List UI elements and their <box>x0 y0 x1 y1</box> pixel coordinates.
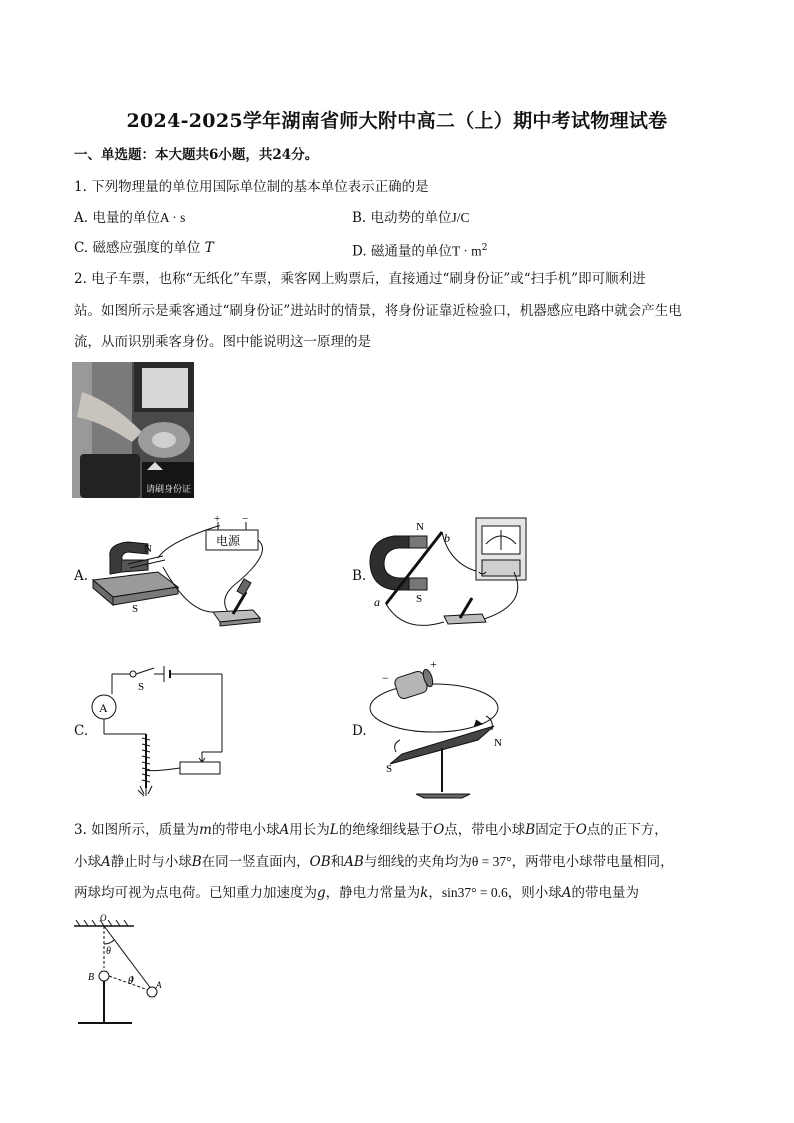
q2-figure-d <box>366 656 516 816</box>
q2-figure-a <box>88 512 278 640</box>
fig-a-power-label: 电源 <box>216 534 241 548</box>
q2-line-3: 流，从而识别乘客身份。图中能说明这一原理的是 <box>74 334 371 350</box>
fig-d-minus: − <box>382 671 389 685</box>
q2-photo <box>72 362 194 498</box>
q2-option-a-letter: A. <box>74 568 89 584</box>
fig-d-n-label: N <box>494 737 502 749</box>
q3-line-3: 两球均可视为点电荷。已知重力加速度为g，静电力常量为k，sin37° = 0.6，则小球A的带电量为 <box>74 885 639 901</box>
q2-option-b-letter: B. <box>352 568 367 584</box>
q1-option-c: C. 磁感应强度的单位 T <box>74 240 214 256</box>
fig-d-s-label: S <box>386 763 393 775</box>
q1-option-d: D. 磁通量的单位$T \cdot m^2$ <box>352 243 488 260</box>
fig-d-plus: + <box>430 657 437 671</box>
fig-b-s-label: S <box>416 593 423 605</box>
fig-b-n-label: N <box>416 521 424 533</box>
q3-line-2: 小球A静止时与小球B在同一竖直面内，OB和AB与细线的夹角均为θ = 37°，两带电小球带电量相同， <box>74 854 674 870</box>
q2-line-2: 站。如图所示是乘客通过“刷身份证”进站时的情景，将身份证靠近检验口，机器感应电路中就会产生电 <box>74 303 682 319</box>
fig-c-switch-label: S <box>138 681 145 693</box>
q2-line-1: 2. 电子车票，也称“无纸化”车票，乘客网上购票后，直接通过“刷身份证”或“扫手机”即可顺利进 <box>74 271 646 287</box>
q2-option-c-letter: C. <box>74 723 89 739</box>
section-heading: 一、单选题：本大题共6小题，共24分。 <box>74 147 319 163</box>
q1-stem: 1. 下列物理量的单位用国际单位制的基本单位表示正确的是 <box>74 179 429 195</box>
fig-a-s-label: S <box>132 603 139 615</box>
q2-figure-b <box>364 514 532 638</box>
q3-fig-a: A <box>156 980 162 990</box>
fig-b-b-label: b <box>444 531 450 545</box>
fig-c-ammeter-label: A <box>99 701 108 715</box>
fig-a-plus: + <box>214 513 221 525</box>
q3-fig-b: B <box>88 972 95 983</box>
fig-b-a-label: a <box>374 595 380 609</box>
q1-option-a: A. 电量的单位A · s <box>74 210 186 226</box>
q3-line-1: 3. 如图所示，质量为m的带电小球A用长为L的绝缘细线悬于O点，带电小球B固定于O点的正下方， <box>74 822 668 838</box>
q2-figure-c <box>86 664 236 800</box>
q3-figure <box>70 910 170 1030</box>
fig-a-minus: − <box>242 513 249 525</box>
q2-option-d-letter: D. <box>352 723 367 739</box>
photo-sign-text: 请刷身份证 <box>146 485 192 495</box>
q3-fig-theta-2: θ <box>128 976 133 987</box>
q1-option-b: B. 电动势的单位J/C <box>352 210 470 226</box>
fig-a-n-label: N <box>144 543 152 555</box>
q3-fig-o: O <box>100 913 107 923</box>
q3-fig-theta-1: θ <box>106 946 111 957</box>
page-title: 2024-2025学年湖南省师大附中高二（上）期中考试物理试卷 <box>126 110 668 132</box>
